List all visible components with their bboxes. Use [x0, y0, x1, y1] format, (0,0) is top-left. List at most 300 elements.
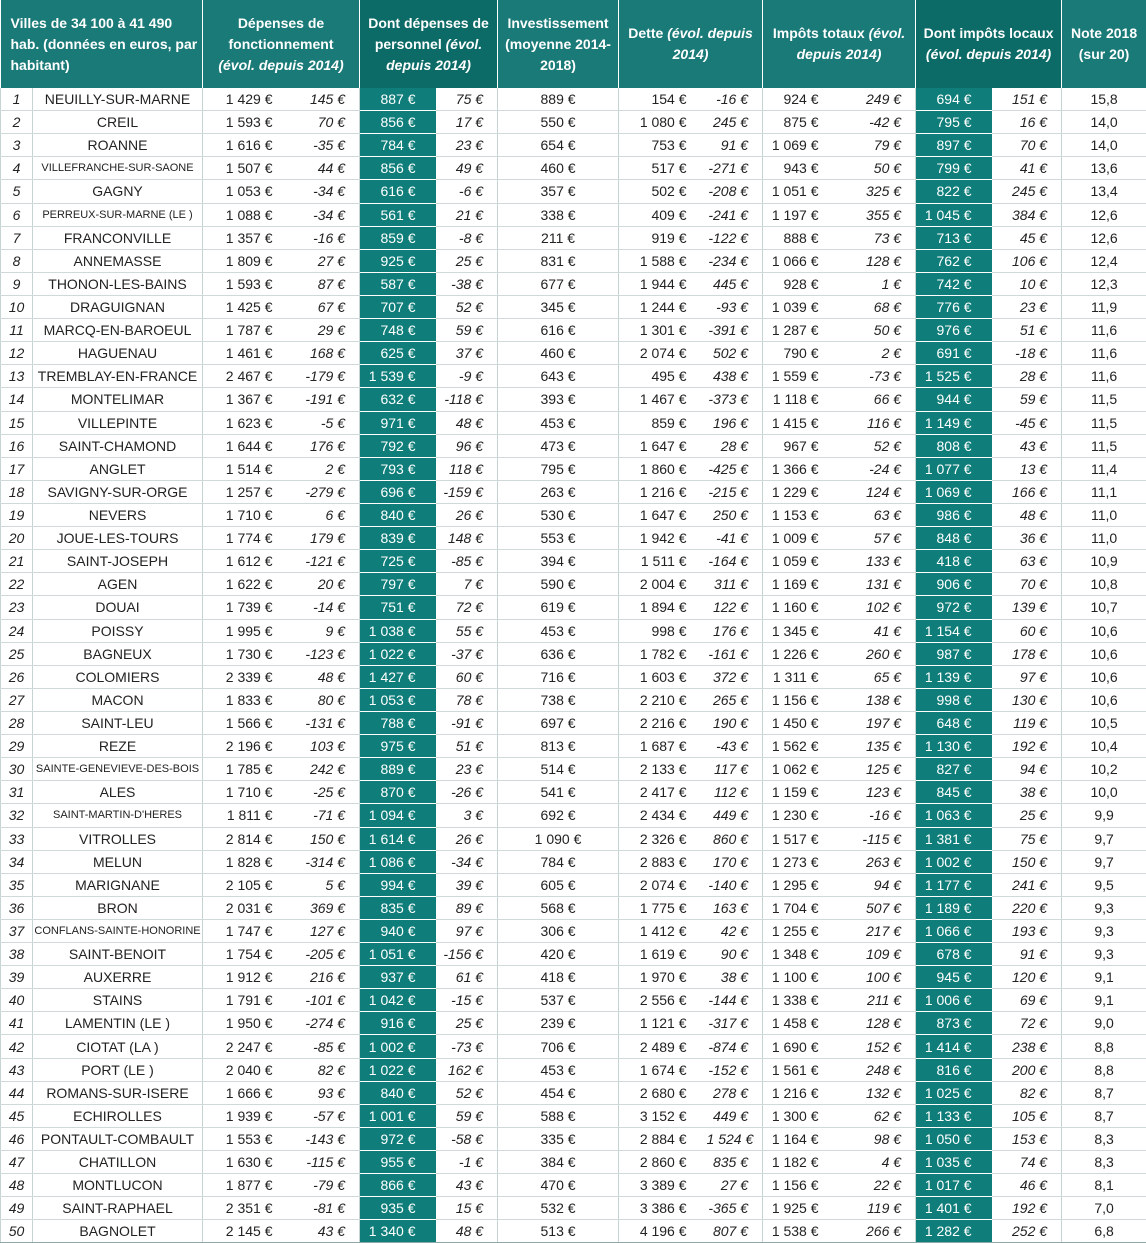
impots-totaux: 1 156 €: [763, 1174, 839, 1197]
evol-fonctionnement: -57 €: [293, 1104, 360, 1127]
note-2018: 11,4: [1062, 457, 1146, 480]
impots-locaux: 1 149 €: [916, 411, 992, 434]
header-personnel-sub: (évol. depuis 2014): [386, 36, 482, 73]
table-row: [1, 758, 1146, 781]
evol-fonctionnement: -279 €: [293, 480, 360, 503]
table-row: [1, 272, 1146, 295]
evol-dette: 176 €: [707, 619, 763, 642]
rank-cell: 16: [1, 434, 33, 457]
evol-impots-totaux: 131 €: [839, 573, 916, 596]
impots-totaux: 1 159 €: [763, 781, 839, 804]
table-row: [1, 573, 1146, 596]
evol-personnel: 52 €: [436, 295, 498, 318]
investissement: 636 €: [498, 642, 619, 665]
evol-fonctionnement: -85 €: [293, 1035, 360, 1058]
header-fonctionnement: [203, 0, 360, 88]
evol-fonctionnement: -71 €: [293, 804, 360, 827]
dette: 1 860 €: [619, 457, 707, 480]
dette: 2 883 €: [619, 850, 707, 873]
depenses-fonctionnement: 1 877 €: [203, 1174, 293, 1197]
evol-personnel: 21 €: [436, 203, 498, 226]
depenses-fonctionnement: 1 833 €: [203, 688, 293, 711]
evol-impots-totaux: 132 €: [839, 1081, 916, 1104]
note-2018: 8,3: [1062, 1127, 1146, 1150]
dette: 1 782 €: [619, 642, 707, 665]
impots-locaux: 678 €: [916, 943, 992, 966]
impots-locaux: 418 €: [916, 550, 992, 573]
table-row: [1, 295, 1146, 318]
table-row: [1, 319, 1146, 342]
header-investissement-label: Investissement (moyenne 2014-2018): [505, 15, 611, 73]
note-2018: 8,8: [1062, 1058, 1146, 1081]
impots-totaux: 928 €: [763, 272, 839, 295]
depenses-fonctionnement: 1 939 €: [203, 1104, 293, 1127]
depenses-personnel: 707 €: [360, 295, 436, 318]
depenses-personnel: 1 001 €: [360, 1104, 436, 1127]
evol-personnel: 26 €: [436, 503, 498, 526]
impots-totaux: 1 164 €: [763, 1127, 839, 1150]
investissement: 470 €: [498, 1174, 619, 1197]
impots-totaux: 1 338 €: [763, 989, 839, 1012]
header-impots-totaux: [763, 0, 916, 88]
header-dette: [619, 0, 763, 88]
dette: 1 080 €: [619, 111, 707, 134]
evol-personnel: 52 €: [436, 1081, 498, 1104]
evol-fonctionnement: -101 €: [293, 989, 360, 1012]
note-2018: 15,8: [1062, 88, 1146, 111]
evol-dette: 502 €: [707, 342, 763, 365]
note-2018: 10,4: [1062, 735, 1146, 758]
evol-impots-totaux: 66 €: [839, 388, 916, 411]
depenses-personnel: 1 086 €: [360, 850, 436, 873]
rank-cell: 42: [1, 1035, 33, 1058]
investissement: 211 €: [498, 226, 619, 249]
evol-personnel: -15 €: [436, 989, 498, 1012]
evol-impots-totaux: 197 €: [839, 711, 916, 734]
investissement: 513 €: [498, 1220, 619, 1243]
evol-dette: 112 €: [707, 781, 763, 804]
note-2018: 9,5: [1062, 873, 1146, 896]
impots-totaux: 1 561 €: [763, 1058, 839, 1081]
note-2018: 10,6: [1062, 619, 1146, 642]
evol-personnel: 55 €: [436, 619, 498, 642]
evol-dette: -93 €: [707, 295, 763, 318]
investissement: 514 €: [498, 758, 619, 781]
evol-dette: 90 €: [707, 943, 763, 966]
depenses-personnel: 1 022 €: [360, 1058, 436, 1081]
evol-dette: -874 €: [707, 1035, 763, 1058]
dette: 2 556 €: [619, 989, 707, 1012]
dette: 1 619 €: [619, 943, 707, 966]
investissement: 550 €: [498, 111, 619, 134]
evol-fonctionnement: 176 €: [293, 434, 360, 457]
depenses-personnel: 940 €: [360, 919, 436, 942]
impots-locaux: 1 414 €: [916, 1035, 992, 1058]
depenses-fonctionnement: 2 031 €: [203, 896, 293, 919]
investissement: 654 €: [498, 134, 619, 157]
evol-fonctionnement: 9 €: [293, 619, 360, 642]
impots-totaux: 943 €: [763, 157, 839, 180]
table-row: [1, 804, 1146, 827]
city-name: SAINTE-GENEVIEVE-DES-BOIS: [33, 758, 203, 781]
city-name: ALES: [33, 781, 203, 804]
dette: 1 647 €: [619, 434, 707, 457]
rank-cell: 6: [1, 203, 33, 226]
dette: 517 €: [619, 157, 707, 180]
impots-locaux: 1 381 €: [916, 827, 992, 850]
impots-locaux: 742 €: [916, 272, 992, 295]
dette: 2 216 €: [619, 711, 707, 734]
header-impots-totaux-label: Impôts totaux: [773, 25, 865, 41]
evol-fonctionnement: -143 €: [293, 1127, 360, 1150]
impots-totaux: 1 059 €: [763, 550, 839, 573]
investissement: 553 €: [498, 527, 619, 550]
note-2018: 11,5: [1062, 434, 1146, 457]
city-name: HAGUENAU: [33, 342, 203, 365]
depenses-fonctionnement: 1 088 €: [203, 203, 293, 226]
evol-impots-totaux: 73 €: [839, 226, 916, 249]
note-2018: 11,0: [1062, 503, 1146, 526]
note-2018: 11,5: [1062, 411, 1146, 434]
city-name: REZE: [33, 735, 203, 758]
impots-locaux: 976 €: [916, 319, 992, 342]
evol-impots-locaux: 60 €: [992, 619, 1062, 642]
table-row: [1, 735, 1146, 758]
investissement: 619 €: [498, 596, 619, 619]
depenses-fonctionnement: 2 351 €: [203, 1197, 293, 1220]
evol-personnel: 89 €: [436, 896, 498, 919]
evol-dette: 1 524 €: [707, 1127, 763, 1150]
evol-fonctionnement: -35 €: [293, 134, 360, 157]
rank-cell: 3: [1, 134, 33, 157]
evol-fonctionnement: 2 €: [293, 457, 360, 480]
evol-impots-totaux: 94 €: [839, 873, 916, 896]
impots-locaux: 762 €: [916, 249, 992, 272]
header-note-label: Note 2018 (sur 20): [1071, 25, 1137, 62]
city-name: VILLEPINTE: [33, 411, 203, 434]
depenses-personnel: 792 €: [360, 434, 436, 457]
evol-personnel: -156 €: [436, 943, 498, 966]
depenses-fonctionnement: 1 553 €: [203, 1127, 293, 1150]
table-row: [1, 1012, 1146, 1035]
table-row: [1, 411, 1146, 434]
impots-locaux: 1 002 €: [916, 850, 992, 873]
table-row: [1, 850, 1146, 873]
note-2018: 10,9: [1062, 550, 1146, 573]
city-name: AUXERRE: [33, 966, 203, 989]
rank-cell: 46: [1, 1127, 33, 1150]
evol-fonctionnement: -314 €: [293, 850, 360, 873]
evol-impots-totaux: 152 €: [839, 1035, 916, 1058]
note-2018: 9,7: [1062, 827, 1146, 850]
table-row: [1, 1174, 1146, 1197]
evol-impots-locaux: 16 €: [992, 111, 1062, 134]
evol-impots-locaux: 38 €: [992, 781, 1062, 804]
evol-personnel: 61 €: [436, 966, 498, 989]
city-name: BAGNOLET: [33, 1220, 203, 1243]
evol-personnel: -6 €: [436, 180, 498, 203]
impots-locaux: 986 €: [916, 503, 992, 526]
city-name: CHATILLON: [33, 1151, 203, 1174]
dette: 1 301 €: [619, 319, 707, 342]
note-2018: 12,4: [1062, 249, 1146, 272]
impots-locaux: 987 €: [916, 642, 992, 665]
evol-impots-locaux: 193 €: [992, 919, 1062, 942]
evol-dette: -122 €: [707, 226, 763, 249]
city-name: SAVIGNY-SUR-ORGE: [33, 480, 203, 503]
investissement: 590 €: [498, 573, 619, 596]
impots-locaux: 1 189 €: [916, 896, 992, 919]
evol-dette: -271 €: [707, 157, 763, 180]
depenses-fonctionnement: 2 196 €: [203, 735, 293, 758]
evol-fonctionnement: -14 €: [293, 596, 360, 619]
evol-impots-locaux: 245 €: [992, 180, 1062, 203]
impots-locaux: 795 €: [916, 111, 992, 134]
table-row: [1, 919, 1146, 942]
dette: 1 944 €: [619, 272, 707, 295]
depenses-personnel: 839 €: [360, 527, 436, 550]
city-name: CREIL: [33, 111, 203, 134]
evol-fonctionnement: 70 €: [293, 111, 360, 134]
city-name: ROANNE: [33, 134, 203, 157]
table-row: [1, 480, 1146, 503]
depenses-fonctionnement: 2 467 €: [203, 365, 293, 388]
impots-locaux: 1 035 €: [916, 1151, 992, 1174]
investissement: 345 €: [498, 295, 619, 318]
impots-locaux: 845 €: [916, 781, 992, 804]
depenses-personnel: 793 €: [360, 457, 436, 480]
dette: 1 467 €: [619, 388, 707, 411]
depenses-fonctionnement: 1 566 €: [203, 711, 293, 734]
evol-impots-locaux: 46 €: [992, 1174, 1062, 1197]
impots-locaux: 1 006 €: [916, 989, 992, 1012]
impots-totaux: 1 100 €: [763, 966, 839, 989]
depenses-fonctionnement: 1 774 €: [203, 527, 293, 550]
depenses-fonctionnement: 1 630 €: [203, 1151, 293, 1174]
evol-dette: 835 €: [707, 1151, 763, 1174]
header-personnel: [360, 0, 498, 88]
evol-impots-locaux: 36 €: [992, 527, 1062, 550]
note-2018: 11,9: [1062, 295, 1146, 318]
dette: 2 489 €: [619, 1035, 707, 1058]
depenses-fonctionnement: 1 593 €: [203, 111, 293, 134]
city-name: DOUAI: [33, 596, 203, 619]
evol-personnel: 3 €: [436, 804, 498, 827]
depenses-fonctionnement: 1 623 €: [203, 411, 293, 434]
impots-locaux: 1 069 €: [916, 480, 992, 503]
impots-totaux: 1 450 €: [763, 711, 839, 734]
rank-cell: 27: [1, 688, 33, 711]
rank-cell: 4: [1, 157, 33, 180]
impots-totaux: 1 153 €: [763, 503, 839, 526]
header-city: [1, 0, 203, 88]
depenses-fonctionnement: 2 105 €: [203, 873, 293, 896]
table-row: [1, 1197, 1146, 1220]
evol-impots-locaux: 139 €: [992, 596, 1062, 619]
city-name: BRON: [33, 896, 203, 919]
depenses-personnel: 972 €: [360, 1127, 436, 1150]
evol-impots-locaux: 74 €: [992, 1151, 1062, 1174]
city-name: TREMBLAY-EN-FRANCE: [33, 365, 203, 388]
impots-locaux: 1 133 €: [916, 1104, 992, 1127]
dette: 998 €: [619, 619, 707, 642]
evol-fonctionnement: 145 €: [293, 88, 360, 111]
evol-dette: -208 €: [707, 180, 763, 203]
evol-dette: 117 €: [707, 758, 763, 781]
evol-impots-locaux: 94 €: [992, 758, 1062, 781]
evol-impots-totaux: 57 €: [839, 527, 916, 550]
impots-totaux: 790 €: [763, 342, 839, 365]
impots-totaux: 1 118 €: [763, 388, 839, 411]
rank-cell: 41: [1, 1012, 33, 1035]
rank-cell: 18: [1, 480, 33, 503]
city-name: DRAGUIGNAN: [33, 295, 203, 318]
evol-impots-locaux: 25 €: [992, 804, 1062, 827]
city-name: PONTAULT-COMBAULT: [33, 1127, 203, 1150]
impots-totaux: 875 €: [763, 111, 839, 134]
evol-dette: -425 €: [707, 457, 763, 480]
evol-personnel: 75 €: [436, 88, 498, 111]
depenses-personnel: 561 €: [360, 203, 436, 226]
investissement: 605 €: [498, 873, 619, 896]
rank-cell: 15: [1, 411, 33, 434]
evol-impots-totaux: 123 €: [839, 781, 916, 804]
investissement: 541 €: [498, 781, 619, 804]
city-name: MONTLUCON: [33, 1174, 203, 1197]
investissement: 532 €: [498, 1197, 619, 1220]
investissement: 384 €: [498, 1151, 619, 1174]
evol-impots-totaux: 1 €: [839, 272, 916, 295]
evol-personnel: 48 €: [436, 1220, 498, 1243]
evol-impots-locaux: -45 €: [992, 411, 1062, 434]
header-dette-label: Dette: [628, 25, 663, 41]
dette: 2 074 €: [619, 873, 707, 896]
depenses-personnel: 916 €: [360, 1012, 436, 1035]
dette: 3 152 €: [619, 1104, 707, 1127]
table-row: [1, 1104, 1146, 1127]
city-name: SAINT-JOSEPH: [33, 550, 203, 573]
note-2018: 6,8: [1062, 1220, 1146, 1243]
rank-cell: 24: [1, 619, 33, 642]
note-2018: 14,0: [1062, 111, 1146, 134]
rank-cell: 10: [1, 295, 33, 318]
table-row: [1, 503, 1146, 526]
note-2018: 10,7: [1062, 596, 1146, 619]
impots-totaux: 1 160 €: [763, 596, 839, 619]
impots-totaux: 1 197 €: [763, 203, 839, 226]
depenses-personnel: 840 €: [360, 1081, 436, 1104]
evol-impots-totaux: -16 €: [839, 804, 916, 827]
evol-impots-locaux: 70 €: [992, 134, 1062, 157]
city-name: ANNEMASSE: [33, 249, 203, 272]
investissement: 263 €: [498, 480, 619, 503]
depenses-personnel: 1 002 €: [360, 1035, 436, 1058]
investissement: 453 €: [498, 1058, 619, 1081]
depenses-fonctionnement: 1 710 €: [203, 781, 293, 804]
evol-impots-locaux: 119 €: [992, 711, 1062, 734]
depenses-personnel: 625 €: [360, 342, 436, 365]
rank-cell: 45: [1, 1104, 33, 1127]
header-row: [1, 0, 1146, 88]
note-2018: 11,0: [1062, 527, 1146, 550]
impots-totaux: 1 415 €: [763, 411, 839, 434]
table-row: [1, 342, 1146, 365]
rank-cell: 50: [1, 1220, 33, 1243]
evol-dette: -317 €: [707, 1012, 763, 1035]
depenses-personnel: 1 038 €: [360, 619, 436, 642]
depenses-fonctionnement: 1 710 €: [203, 503, 293, 526]
evol-personnel: -38 €: [436, 272, 498, 295]
depenses-fonctionnement: 1 644 €: [203, 434, 293, 457]
evol-impots-locaux: 150 €: [992, 850, 1062, 873]
dette: 1 412 €: [619, 919, 707, 942]
table-row: [1, 111, 1146, 134]
evol-impots-totaux: 128 €: [839, 1012, 916, 1035]
evol-fonctionnement: -205 €: [293, 943, 360, 966]
city-name: SAINT-RAPHAEL: [33, 1197, 203, 1220]
table-row: [1, 226, 1146, 249]
evol-impots-locaux: 120 €: [992, 966, 1062, 989]
impots-totaux: 1 066 €: [763, 249, 839, 272]
depenses-fonctionnement: 2 339 €: [203, 665, 293, 688]
evol-impots-totaux: 119 €: [839, 1197, 916, 1220]
depenses-fonctionnement: 1 053 €: [203, 180, 293, 203]
note-2018: 12,3: [1062, 272, 1146, 295]
depenses-personnel: 632 €: [360, 388, 436, 411]
table-row: [1, 434, 1146, 457]
evol-fonctionnement: 87 €: [293, 272, 360, 295]
impots-locaux: 848 €: [916, 527, 992, 550]
investissement: 335 €: [498, 1127, 619, 1150]
evol-dette: -215 €: [707, 480, 763, 503]
impots-locaux: 694 €: [916, 88, 992, 111]
impots-totaux: 1 562 €: [763, 735, 839, 758]
evol-impots-totaux: 138 €: [839, 688, 916, 711]
investissement: 338 €: [498, 203, 619, 226]
evol-dette: 438 €: [707, 365, 763, 388]
rank-cell: 19: [1, 503, 33, 526]
depenses-fonctionnement: 1 616 €: [203, 134, 293, 157]
depenses-fonctionnement: 1 257 €: [203, 480, 293, 503]
evol-impots-totaux: 52 €: [839, 434, 916, 457]
dette: 2 434 €: [619, 804, 707, 827]
evol-dette: -234 €: [707, 249, 763, 272]
evol-impots-locaux: 70 €: [992, 573, 1062, 596]
evol-fonctionnement: -123 €: [293, 642, 360, 665]
evol-personnel: 59 €: [436, 1104, 498, 1127]
city-name: JOUE-LES-TOURS: [33, 527, 203, 550]
depenses-personnel: 994 €: [360, 873, 436, 896]
rank-cell: 25: [1, 642, 33, 665]
investissement: 588 €: [498, 1104, 619, 1127]
impots-totaux: 1 051 €: [763, 180, 839, 203]
note-2018: 11,6: [1062, 319, 1146, 342]
impots-locaux: 816 €: [916, 1058, 992, 1081]
impots-locaux: 897 €: [916, 134, 992, 157]
evol-impots-totaux: 263 €: [839, 850, 916, 873]
investissement: 453 €: [498, 411, 619, 434]
note-2018: 11,6: [1062, 365, 1146, 388]
depenses-personnel: 1 094 €: [360, 804, 436, 827]
evol-personnel: 15 €: [436, 1197, 498, 1220]
evol-personnel: -8 €: [436, 226, 498, 249]
investissement: 460 €: [498, 342, 619, 365]
evol-dette: 122 €: [707, 596, 763, 619]
table-row: [1, 827, 1146, 850]
rank-cell: 21: [1, 550, 33, 573]
evol-impots-totaux: 68 €: [839, 295, 916, 318]
investissement: 813 €: [498, 735, 619, 758]
